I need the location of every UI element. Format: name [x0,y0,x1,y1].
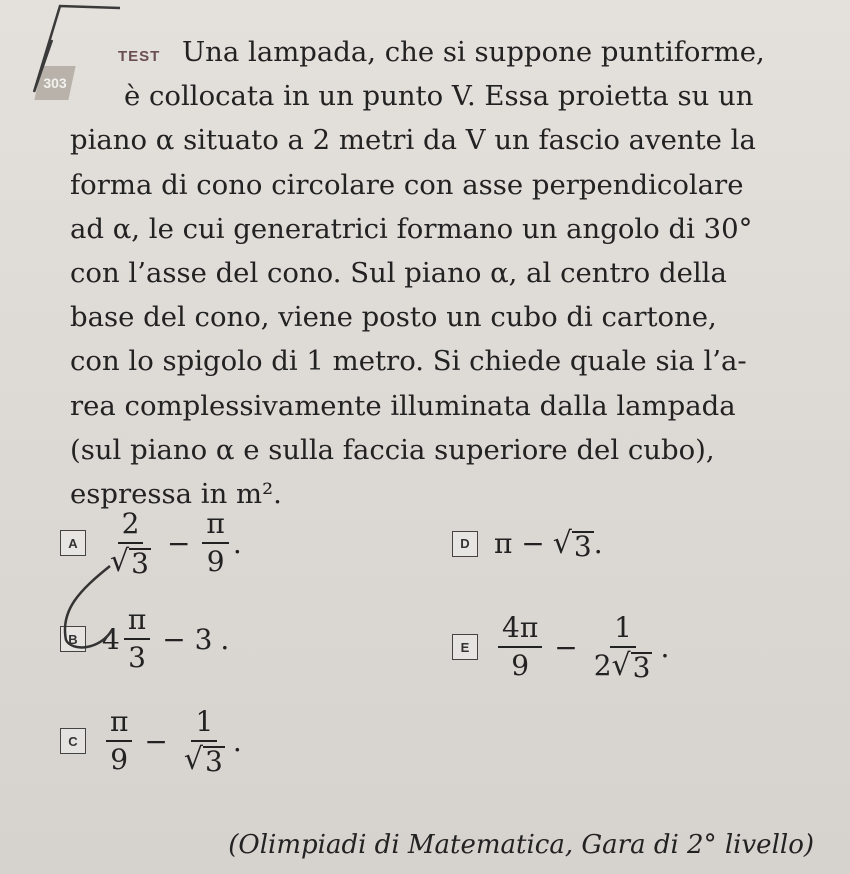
problem-line: Una lampada, che si suppone puntiforme, [182,36,765,68]
radicand: 3 [205,745,223,778]
source-citation: (Olimpiadi di Matematica, Gara di 2° livello) [228,830,814,860]
sqrt: √ 3 [110,544,149,580]
option-e-expression [494,612,669,682]
operator: − [144,724,168,758]
problem-number: 303 [43,75,67,91]
coefficient: 4 [102,622,120,656]
problem-line: espressa in m². [70,478,282,511]
sqrt: √ 3 [552,526,592,563]
fraction [106,706,132,776]
option-d-expression [494,526,603,561]
option-d[interactable] [452,526,603,561]
radicand: 3 [632,651,651,684]
lead-term: π − [494,527,545,560]
fraction [124,604,150,674]
period: . [232,526,242,560]
problem-line: ad α, le cui generatrici formano un angolo di 30° [70,212,753,245]
denominator [590,648,657,682]
denominator: 9 [206,545,225,578]
problem-line: (sul piano α e sulla faccia superiore del cubo), [70,433,715,466]
test-label: TEST [118,48,161,65]
period: . [220,622,230,656]
option-c-expression [102,706,242,776]
numerator: π [124,604,150,640]
numerator: π [106,706,132,742]
numerator: 2 [118,508,144,544]
option-e-letter: E [452,634,478,660]
denominator: 9 [511,649,530,682]
operator: − [166,526,191,560]
sqrt: √ 3 [183,742,223,778]
option-a-expression [102,508,242,578]
coefficient: 2 [593,649,612,682]
option-b[interactable] [60,604,229,674]
problem-line: è collocata in un punto V. Essa proietta su un [124,80,754,113]
problem-line: con lo spigolo di 1 metro. Si chiede quale sia l’a- [70,345,747,378]
problem-line: piano α situato a 2 metri da V un fascio avente la [70,124,756,157]
denominator: 3 [128,641,146,674]
numerator: 1 [191,706,217,742]
option-a-letter: A [60,530,86,556]
fraction [498,612,542,682]
numerator: 1 [610,612,636,648]
period: . [660,630,670,664]
fraction [202,508,228,578]
option-d-letter: D [452,531,478,557]
sqrt: √ 3 [611,648,651,684]
denominator [180,742,229,776]
radicand: 3 [573,530,592,563]
fraction [590,612,657,682]
denominator [106,544,155,578]
period: . [232,724,242,758]
problem-text [70,30,810,516]
operator: − 3 [162,622,213,656]
problem-line: forma di cono circolare con asse perpendicolare [70,168,744,201]
radicand: 3 [131,547,149,580]
denominator: 9 [110,743,129,776]
option-b-expression [102,604,229,674]
problem-line: con l’asse del cono. Sul piano α, al centro della [70,257,727,290]
problem-line: rea complessivamente illuminata dalla lampada [70,389,736,422]
fraction [106,508,155,578]
option-c-letter: C [60,728,86,754]
option-b-letter: B [60,626,86,652]
option-e[interactable] [452,612,669,682]
option-a[interactable] [60,508,242,578]
period: . [593,527,603,560]
numerator: π [202,508,228,544]
numerator: 4π [498,612,542,648]
problem-line: base del cono, viene posto un cubo di cartone, [70,301,717,334]
option-c[interactable] [60,706,242,776]
fraction [180,706,229,776]
operator: − [554,630,578,664]
